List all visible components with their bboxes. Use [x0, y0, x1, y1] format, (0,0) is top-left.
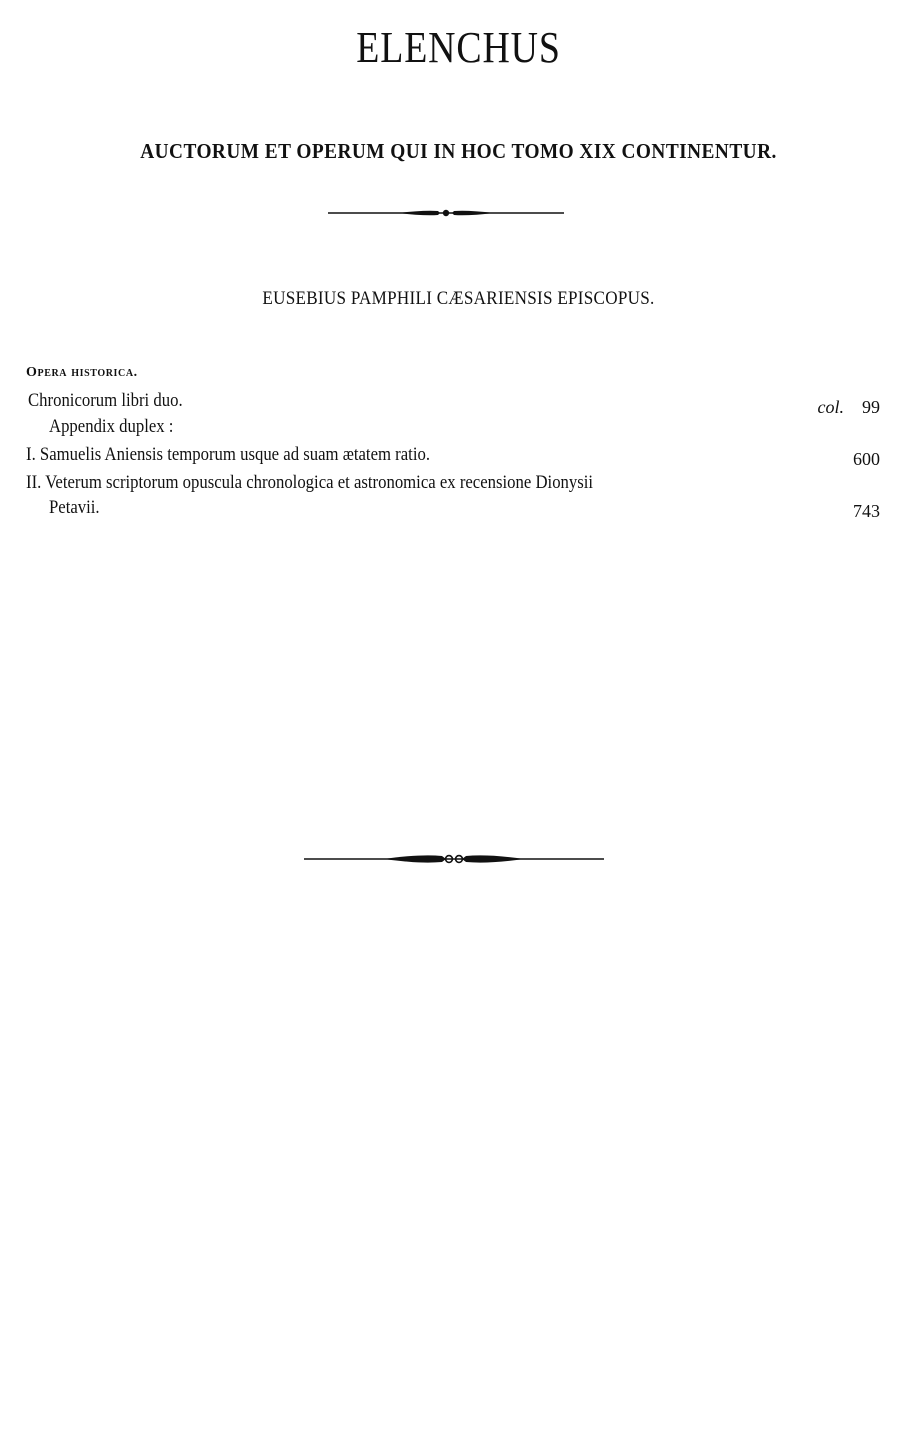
toc-entry-column [853, 500, 880, 522]
toc-entry-text: II. Veterum scriptorum opuscula chronologica et astronomica ex recensione Dionysii [26, 472, 594, 493]
ornament-divider-top [328, 206, 564, 220]
column-abbreviation: col. [817, 397, 844, 417]
ornament-divider-bottom [304, 851, 604, 867]
toc-entry-column [818, 396, 881, 418]
toc-entry-text: Appendix duplex : [49, 416, 174, 437]
toc-entry-petavii [49, 497, 107, 519]
toc-entry-text: Petavii. [49, 497, 100, 518]
toc-entry-column [853, 448, 880, 470]
toc-entry-veterum [26, 472, 670, 494]
toc-entry-text: I. Samuelis Aniensis temporum usque ad suam ætatem ratio. [26, 444, 431, 465]
toc-entry-text: Chronicorum libri duo. [28, 390, 183, 411]
toc-entry-chronicorum [28, 390, 204, 412]
column-number: 743 [853, 501, 880, 521]
page-title: ELENCHUS [356, 23, 561, 72]
column-number: 99 [862, 397, 880, 417]
toc-entry-samuelis [26, 444, 485, 466]
author-heading: EUSEBIUS PAMPHILI CÆSARIENSIS EPISCOPUS. [262, 288, 655, 309]
page-subtitle: AUCTORUM ET OPERUM QUI IN HOC TOMO XIX CONTINENTUR. [140, 139, 777, 163]
column-number: 600 [853, 449, 880, 469]
toc-entry-appendix [49, 416, 190, 438]
section-heading: Opera historica. [26, 365, 138, 380]
